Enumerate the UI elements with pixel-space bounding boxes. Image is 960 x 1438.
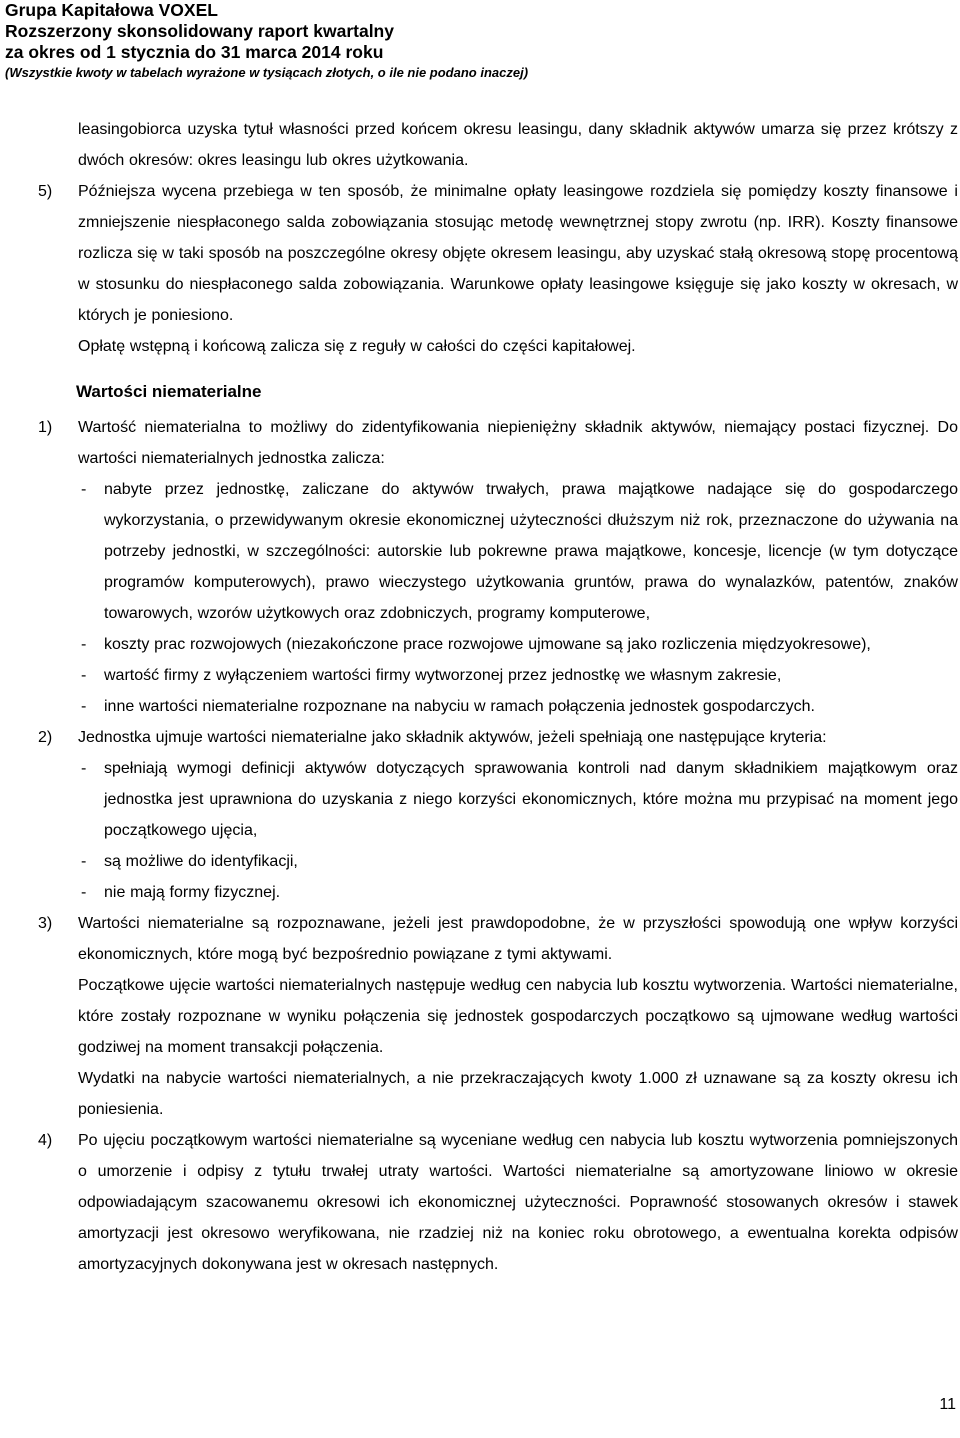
list-item-text: Późniejsza wycena przebiega w ten sposób, że minimalne opłaty leasingowe rozdziela się pomiędzy koszty finansowe i zmniejszenie niespłaconego salda zobowiązania stosując metodę wewnętrznej stopy zwrotu (np. IRR). Koszty finansowe rozlicza się w taki sposób na poszczególne okresy objęte okresem leasingu, aby uzyskać stałą okresową stopę procentową w stosunku do niespłaconego salda zobowiązania. Warunkowe opłaty leasingowe księguje się jako koszty w okresach, w których je poniesiono. <box>78 183 958 324</box>
dash-item: - spełniają wymogi definicji aktywów dotyczących sprawowania kontroli nad danym składnikiem majątkowym oraz jednostka jest uprawniona do uzyskania z niego korzyści ekonomicznych, które można mu przypisać na moment jego początkowego ujęcia, <box>81 760 958 839</box>
dash-item: - wartość firmy z wyłączeniem wartości firmy wytworzonej przez jednostkę we własnym zakresie, <box>81 667 782 684</box>
list-marker: 3) <box>38 915 53 932</box>
dash-item: - koszty prac rozwojowych (niezakończone prace rozwojowe ujmowane są jako rozliczenia międzyokresowe), <box>81 636 871 653</box>
list-marker: 4) <box>38 1132 53 1149</box>
list-item-2 <box>38 722 958 753</box>
list-item-text: Po ujęciu początkowym wartości niematerialne są wyceniane według cen nabycia lub kosztu wytworzenia pomniejszonych o umorzenie i odpisy z tytułu trwałej utraty wartości. Wartości niematerialne są amortyzowane liniowo w okresie odpowiadającym szacowanemu okresowi ich ekonomicznej użyteczności. Poprawność stosowanych okresów i stawek amortyzacji jest okresowo weryfikowana, nie rzadziej niż na koniec roku obrotowego, a ewentualna korekta odpisów amortyzacyjnych dokonywana jest w okresach następnych. <box>78 1132 958 1273</box>
company-name: Grupa Kapitałowa VOXEL <box>5 0 218 20</box>
report-period: za okres od 1 stycznia do 31 marca 2014 roku <box>5 42 384 62</box>
dash-item: - nabyte przez jednostkę, zaliczane do aktywów trwałych, prawa majątkowe nadające się do gospodarczego wykorzystania, o przewidywanym okresie ekonomicznej użyteczności dłuższym niż rok, przeznaczone do używania na potrzeby jednostki, w szczególności: autorskie lub pokrewne prawa majątkowe, koncesje, licencje (w tym dotyczące programów komputerowych), prawo wieczystego użytkowania gruntów, prawa do wynalazków, patentów, znaków towarowych, wzorów użytkowych oraz zdobniczych, programy komputerowe, <box>81 481 958 622</box>
list-item-text: Wartości niematerialne są rozpoznawane, jeżeli jest prawdopodobne, że w przyszłości spowodują one wpływ korzyści ekonomicznych, które mogą być bezpośrednio powiązane z tymi aktywami. <box>78 915 958 963</box>
list-marker: 1) <box>38 419 53 436</box>
leasing-fee-paragraph: Opłatę wstępną i końcową zalicza się z reguły w całości do części kapitałowej. <box>78 338 636 355</box>
dash-item: - inne wartości niematerialne rozpoznane na nabyciu w ramach połączenia jednostek gospodarczych. <box>81 698 815 715</box>
dash-item: - są możliwe do identyfikacji, <box>81 853 298 870</box>
initial-recognition-paragraph: Początkowe ujęcie wartości niematerialnych następuje według cen nabycia lub kosztu wytworzenia. Wartości niematerialne, które zostały rozpoznane w wyniku połączenia się jednostek gospodarczych początkowo są ujmowane według wartości godziwej na moment transakcji połączenia. <box>78 977 958 1056</box>
leasing-paragraph: leasingobiorca uzyska tytuł własności przed końcem okresu leasingu, dany składnik aktywów umarza się przez krótszy z dwóch okresów: okres leasingu lub okres użytkowania. <box>78 121 958 169</box>
section-heading: Wartości niematerialne <box>76 382 262 401</box>
list-marker: 2) <box>38 729 53 746</box>
list-item-5 <box>38 176 958 331</box>
amounts-note: (Wszystkie kwoty w tabelach wyrażone w tysiącach złotych, o ile nie podano inaczej) <box>5 65 529 80</box>
report-title: Rozszerzony skonsolidowany raport kwartalny <box>5 21 394 41</box>
list-item-text: Wartość niematerialna to możliwy do zidentyfikowania niepieniężny składnik aktywów, niemający postaci fizycznej. Do wartości niematerialnych jednostka zalicza: <box>78 419 958 467</box>
list-item-4 <box>38 1125 958 1280</box>
list-item-3 <box>38 908 958 970</box>
page-number: 11 <box>939 1396 956 1413</box>
list-item-text: Jednostka ujmuje wartości niematerialne jako składnik aktywów, jeżeli spełniają one następujące kryteria: <box>78 729 827 746</box>
list-item-1 <box>38 412 958 474</box>
page-content <box>38 114 958 1280</box>
expense-paragraph: Wydatki na nabycie wartości niematerialnych, a nie przekraczających kwoty 1.000 zł uznawane są za koszty okresu ich poniesienia. <box>78 1070 958 1118</box>
list-marker: 5) <box>38 183 53 200</box>
report-header <box>5 0 528 82</box>
dash-item: - nie mają formy fizycznej. <box>81 884 281 901</box>
